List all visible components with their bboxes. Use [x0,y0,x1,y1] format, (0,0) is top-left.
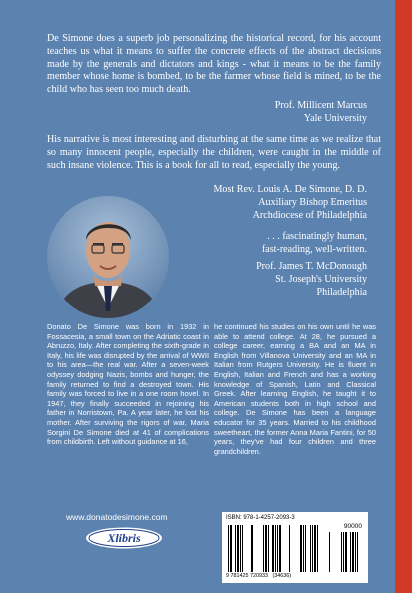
reviewer-name: Most Rev. Louis A. De Simone, D. D. [213,184,367,195]
review-quote-mcdonough [262,231,367,257]
isbn-barcode [222,512,368,583]
isbn-label: ISBN: 978-1-4257-2093-3 [226,515,295,521]
price-barcode-bars [329,532,363,572]
xlibris-logo [85,527,163,549]
reviewer-signature-desimone [213,184,367,222]
reviewer-affiliation: St. Joseph's University [275,273,367,285]
author-portrait-image [47,196,169,318]
price-code: 90000 [343,523,362,530]
reviewer-affiliation: Yale University [303,112,367,124]
reviewer-city: Philadelphia [316,286,367,298]
barcode-number [226,573,291,579]
review-quote-desimone: His narrative is most interesting and disturbing at the same time as we realize that so many innocent people, especially the children, were caught in the middle of such insane violence. This is a book for all to read, especially the young. [47,134,381,171]
author-bio-column-left: Donato De Simone was born in 1932 in Fossacesia, a small town on the Adriatic coast in Abruzzo, Italy. After completing the sixth-grade in Italy, his life was disrupted by the arrival of WWII to his area—the real war. After a seven-week odyssey dodging Nazis, bombs and hunger, the family returned to find a destroyed town. His family was forced to live in a one room hovel. In 1947, they finally succeeded in rejoining his father in Norristown, Pa. A year later, he lost his mother. After surviving the rigors of war, Maria Sorgini De Simone died at 41 of complications from childbirth. Left without guidance at 16, [47,322,209,447]
barcode-digits: 9 781425 720933 [226,573,268,579]
reviewer-signature-marcus [275,100,367,126]
book-spine [394,0,412,593]
author-bio-column-right: he continued his studies on his own until he was able to attend college. At 28, he pursued a college career, earning a BA and an MA in English from Villanova University and an MA in Italian from Rutgers University. He is fluent in English, Italian and French and has a working knowledge of Spanish, Latin and Classical Greek. After learning English, he taught it to American students both in high school and college. De Simone has been a language educator for 35 years. Married to his childhood sweetheart, the former Anna Maria Fantini, for 50 years, they've had four children and three grandchildren. [214,322,376,456]
publisher-name: Xlibris [107,531,141,545]
barcode-bars [228,525,323,572]
barcode-suffix: (34636) [272,573,292,579]
reviewer-signature-mcdonough [256,261,367,299]
reviewer-name: Prof. James T. McDonough [256,261,367,272]
reviewer-title: Auxiliary Bishop Emeritus [258,196,367,208]
author-photo [47,196,169,318]
quote-line: fast-reading, well-written. [261,243,367,255]
review-quote-marcus: De Simone does a superb job personalizing the historical record, for his account teaches us what it means to suffer the concrete effects of the abstract decisions made by the generals and dictators and kings - what it means to be the family member whose home is bombed, to be the farmer whose field is mined, to be the child who has seen too much death. [47,33,381,96]
quote-line: . . . fascinatingly human, [267,231,367,242]
reviewer-name: Prof. Millicent Marcus [274,100,367,111]
author-website[interactable]: www.donatodesimone.com [66,512,168,522]
reviewer-affiliation: Archdiocese of Philadelphia [252,209,367,221]
